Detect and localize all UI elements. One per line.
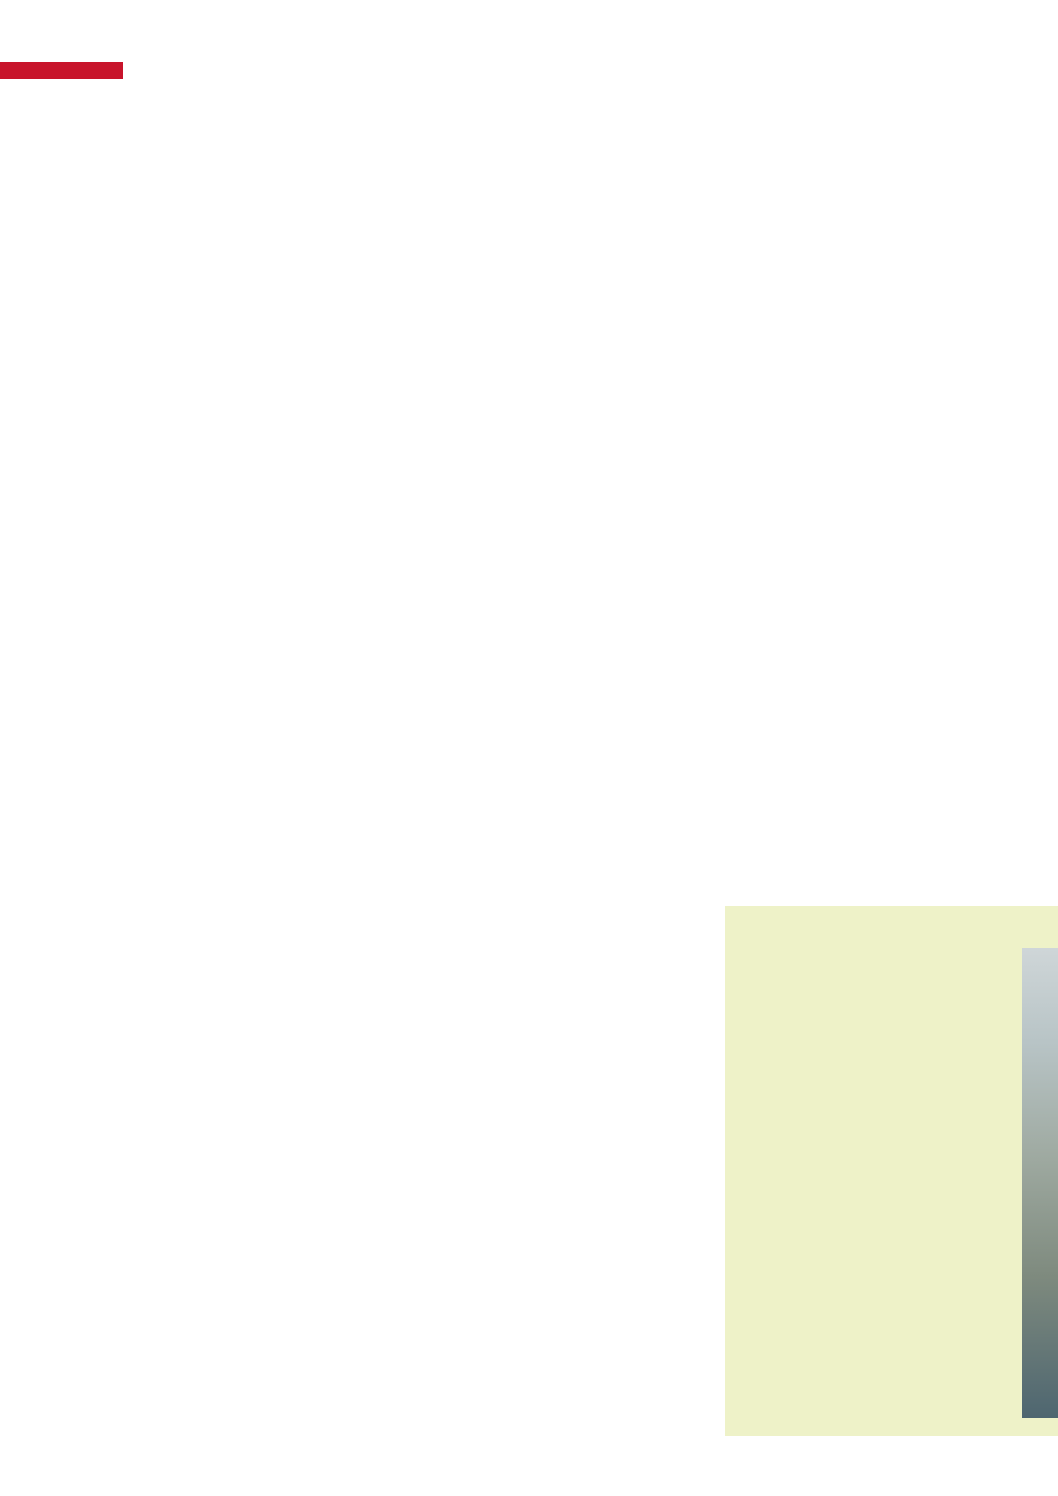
steckbrief-box — [725, 906, 1058, 1436]
profile-facts — [738, 976, 1028, 1156]
cv-heading — [738, 1158, 1028, 1178]
cv-list — [738, 1180, 1028, 1420]
bulletin-badge — [0, 62, 123, 79]
